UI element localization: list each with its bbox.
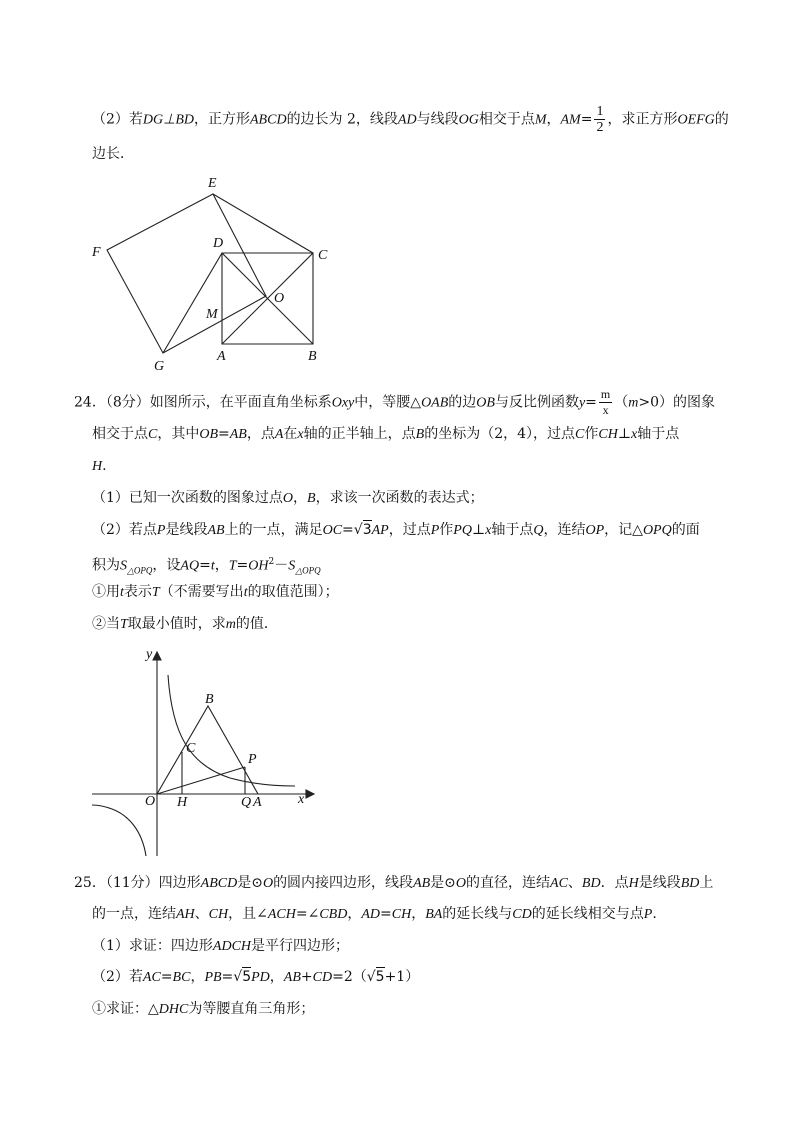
fraction-m-over-x: $\frac{m}{x}$ [600, 387, 611, 417]
q25-line2: 的一点，连结AH、CH，且∠ACH=∠CBD，AD=CH，BA的延长线与CD的延长线相交与点P. [92, 906, 657, 922]
label-x: x [298, 792, 305, 807]
label-y: y [146, 647, 153, 662]
q24-line1: 24．（8分）如图所示，在平面直角坐标系Oxy中，等腰△OAB的边OB与反比例函数y= $\frac{m}{x}$ （m>0）的图象 [74, 387, 716, 417]
q23-part2-line2: 边长． [92, 146, 134, 162]
label-F: F [92, 245, 101, 260]
fraction-one-half: $\frac{1}{2}$ [596, 104, 604, 135]
q24-line4: （1）已知一次函数的图象过点O，B，求该一次函数的表达式； [92, 490, 484, 506]
label-O: O [274, 291, 285, 306]
sqrt-5-b: √5 [366, 969, 385, 985]
label-B: B [308, 349, 317, 364]
hyperbola-branch-2 [92, 805, 146, 856]
q25-line5: ①求证：△DHC为等腰直角三角形； [92, 1001, 315, 1017]
label-C2: C [186, 741, 196, 756]
q23-part2-line1: （2）若DG⊥BD，正方形ABCD的边长为 2，线段AD与线段OG相交于点M，AM= $\frac{1}{2}$ ，求正方形OEFG的 [92, 104, 729, 135]
label-A2: A [253, 795, 262, 810]
label-H: H [177, 795, 188, 810]
label-Q: Q [241, 795, 252, 810]
sqrt-3: √3 [353, 522, 372, 538]
x-axis-arrow [306, 790, 314, 798]
q24-line3: H. [92, 458, 107, 474]
q24-line5: （2）若点P是线段AB上的一点，满足OC=√3AP，过点P作PQ⊥x轴于点Q，连结OP，记△OPQ的面 [92, 522, 700, 538]
q25-line4: （2）若AC=BC，PB=√5PD，AB+CD=2（√5+1） [92, 969, 420, 985]
label-E: E [208, 176, 217, 191]
label-C: C [318, 248, 328, 263]
label-A: A [217, 349, 226, 364]
sqrt-5-a: √5 [233, 969, 252, 985]
label-P: P [248, 752, 257, 767]
label-D: D [213, 236, 224, 251]
y-axis-arrow [153, 652, 161, 660]
label-M: M [206, 307, 218, 322]
hyperbola-branch-1 [168, 675, 295, 786]
q25-line3: （1）求证：四边形ADCH是平行四边形； [92, 938, 350, 954]
q24-line8: ②当T取最小值时，求m的值． [92, 616, 278, 632]
q24-line6: 积为$S_{\triangle OPQ}$，设AQ=t，$T=OH^2-S_{\triangle OPQ}$ [92, 557, 321, 576]
label-O2: O [145, 794, 156, 809]
label-B2: B [205, 692, 214, 707]
q24-line2: 相交于点C，其中OB=AB，点A在x轴的正半轴上，点B的坐标为（2，4），过点C作CH⊥x轴于点 [92, 426, 680, 442]
q25-line1: 25．（11分）四边形ABCD是⊙O的圆内接四边形，线段AB是⊙O的直径，连结AC、BD．点H是线段BD上 [74, 875, 714, 891]
q24-line7: ①用t表示T（不需要写出t的取值范围）； [92, 584, 339, 600]
label-G: G [154, 359, 165, 374]
